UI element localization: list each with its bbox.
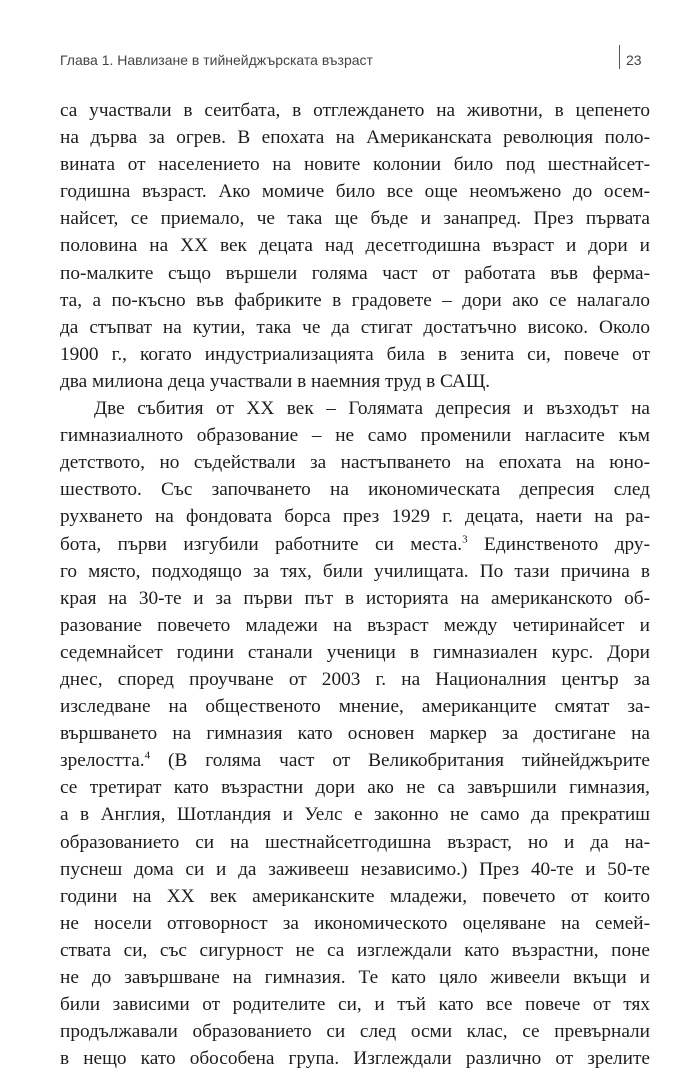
text-line: образованието си на шестнайсетгодишна възраст, но и да на- — [60, 831, 650, 853]
text-line: в нещо като обособена група. Изглеждали различно от зрелите — [60, 1048, 650, 1070]
text-line: а в Англия, Шотландия и Уелс е законно не само да прекратиш — [60, 804, 650, 826]
text-line: Две събития от XX век – Голямата депресия и възходът на — [94, 398, 650, 420]
text-line: по-малките също вършели голяма част от работата във ферма- — [60, 262, 650, 284]
text-line: се третират като възрастни дори ако не са завършили гимназия, — [60, 777, 650, 799]
text-line: години на XX век американските младежи, повечето от които — [60, 885, 650, 907]
line-text: зрелостта. — [60, 750, 145, 772]
text-line: разование повечето младежи на възраст между четиринайсет и — [60, 614, 650, 636]
text-line: да стъпват на кутии, така че да стигат достатъчно високо. Около — [60, 316, 650, 338]
text-line: та, а по-късно във фабриките в градовете – дори ако се налагало — [60, 289, 650, 311]
running-header — [60, 45, 650, 75]
text-line: на дърва за огрев. В епохата на Американската революция поло- — [60, 127, 650, 149]
footnote-ref: 3 — [462, 533, 468, 546]
text-line: не до завършване на гимназия. Те като цяло живеели вкъщи и — [60, 967, 650, 988]
text-line: изследване на общественото мнение, американците смятат за- — [60, 696, 650, 718]
chapter-title: Глава 1. Навлизане в тийнейджърската възраст — [60, 52, 373, 68]
text-line: го място, подходящо за тях, били училищата. По тази причина в — [60, 560, 650, 582]
text-line: два милиона деца участвали в наемния труд в САЩ. — [60, 370, 491, 392]
text-line: 1900 г., когато индустриализацията била в зенита си, повече от — [60, 343, 650, 365]
text-line: са участвали в сеитбата, в отглеждането на животни, в цепенето — [60, 100, 650, 121]
text-line: годишна възраст. Ако момиче било все още неомъжено до осем- — [60, 181, 650, 203]
text-line: днес, според проучване от 2003 г. на Националния център за — [60, 668, 650, 690]
body-text — [60, 97, 650, 1072]
text-line: вината от населението на новите колонии било под шестнайсет- — [60, 154, 650, 176]
page-number: 23 — [626, 52, 642, 68]
text-line: половина на XX век децата над десетгодишна възраст и дори и — [60, 235, 650, 257]
text-line: гимназиалното образование – не само променили нагласите към — [60, 425, 650, 447]
text-line: найсет, се приемало, че така ще бъде и занапред. През първата — [60, 208, 650, 230]
text-line: вършването на гимназия като основен маркер за достигане на — [60, 723, 650, 745]
text-line: продължавали образованието си след осми клас, се превърнали — [60, 1021, 650, 1043]
footnote-ref: 4 — [144, 749, 151, 762]
text-line — [60, 531, 650, 558]
line-text: бота, първи изгубили работните си места. — [60, 533, 463, 555]
text-line: били зависими от родителите си, и тъй като все повече от тях — [60, 994, 650, 1016]
text-line — [60, 747, 650, 774]
line-text: (В голяма част от Великобритания тийнейджърите — [150, 750, 650, 772]
header-divider — [619, 45, 620, 69]
text-line: не носели отговорност за икономическото оцеляване на семей- — [60, 912, 650, 934]
text-line: ствата си, със сигурност не са изглеждали като възрастни, поне — [60, 939, 650, 961]
text-line: пуснеш дома си и да заживееш независимо.) През 40-те и 50-те — [60, 858, 650, 880]
text-line: детството, но съдействали за настъпването на епохата на юно- — [60, 452, 650, 474]
text-line: рухването на фондовата борса през 1929 г. децата, наети на ра- — [60, 506, 650, 528]
text-line: седемнайсет години станали ученици в гимназиален курс. Дори — [60, 641, 650, 663]
line-text: Единственото дру- — [467, 533, 650, 555]
text-line: шеството. Със започването на икономическата депресия след — [60, 479, 650, 501]
text-line: края на 30-те и за първи път в историята на американското об- — [60, 587, 650, 609]
